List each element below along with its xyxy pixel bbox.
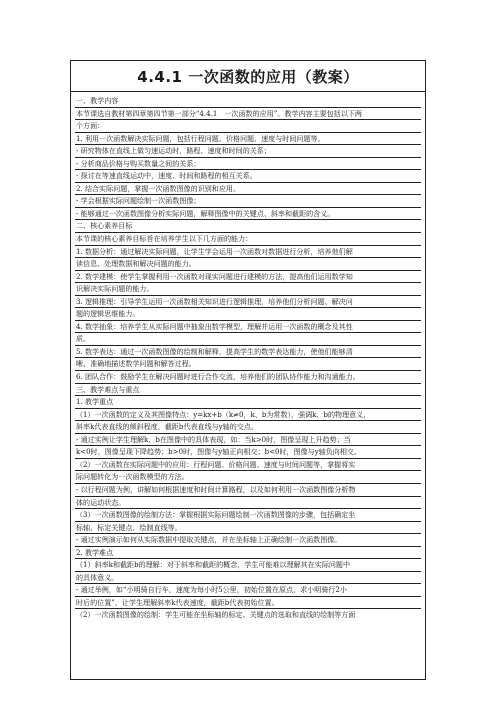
content-cell	[71, 92, 425, 621]
text-line: （1）斜率k和截距b的理解：对于斜率和截距的概念，学生可能难以理解其在实际问题中	[75, 559, 421, 572]
text-line: - 学会根据实际问题绘制一次函数图像；	[75, 195, 421, 208]
text-line: 际问题转化为一次函数模型的方法。	[75, 471, 421, 484]
text-line: 质。	[75, 333, 421, 346]
text-line: - 研究物体在直线上做匀速运动时，路程、速度和时间的关系；	[75, 145, 421, 158]
text-line: 2. 数学建模：使学生掌握利用一次函数对现实问题进行建模的方法，提高他们运用数学知	[75, 271, 421, 284]
text-line: （2）一次函数图像的绘制：学生可能在坐标轴的标定、关键点的选取和直线的绘制等方面	[76, 610, 356, 620]
text-line: 5. 数学表达：通过一次函数图像的绘制和解释，提高学生的数学表达能力，使他们能够清	[75, 346, 421, 359]
text-line: 识解决实际问题的能力。	[75, 283, 421, 296]
text-line: 本节课的核心素养目标旨在培养学生以下几方面的能力：	[75, 233, 421, 246]
text-line: 二、核心素养目标	[75, 220, 421, 233]
text-line: - 能够通过一次函数图像分析实际问题，解释图像中的关键点、斜率和截距的含义。	[75, 208, 421, 221]
text-line: 晰、准确地描述数学问题和解答过程。	[75, 358, 421, 371]
text-line: 体的运动状态。	[75, 497, 421, 510]
text-line: （3）一次函数图像的绘制方法：掌握根据实际问题绘制一次函数图像的步骤，包括确定坐	[75, 509, 421, 522]
text-line: 斜率k代表直线的倾斜程度，截距b代表直线与y轴的交点。	[75, 421, 421, 434]
text-line: 读信息、处理数据和解决问题的能力。	[75, 258, 421, 271]
text-line: - 通过举例，如“小明骑自行车，速度为每小时5公里，初始位置在原点，求小明骑行2小	[75, 584, 421, 597]
text-line: 三、教学难点与重点	[75, 384, 421, 397]
text-line: （1）一次函数的定义及其图像特点：y=kx+b（k≠0，k、b为常数），强调k、b的物理意义，	[75, 409, 421, 422]
text-line: 1. 利用一次函数解决实际问题，包括行程问题、价格问题、速度与时间问题等。	[75, 133, 421, 146]
document-title: 4.4.1 一次函数的应用（教案）	[137, 67, 359, 86]
text-line: （2）一次函数在实际问题中的应用：行程问题、价格问题、速度与时间问题等，掌握将实	[75, 459, 421, 472]
text-line: 1. 教学重点	[75, 396, 421, 409]
text-line: - 探讨在等速直线运动中，速度、时间和路程的相互关系。	[75, 170, 421, 183]
text-line: 2. 结合实际问题，掌握一次函数图像的识别和应用。	[75, 183, 421, 196]
text-line: 的具体意义。	[75, 572, 421, 585]
text-line: - 通过实例让学生理解k、b在图像中的具体表现，如：当k>0时，图像呈现上升趋势；当	[75, 434, 421, 447]
text-line: 6. 团队合作：鼓励学生在解决问题时进行合作交流，培养他们的团队协作能力和沟通能力。	[75, 371, 421, 384]
text-line: 一、教学内容	[75, 95, 421, 108]
lesson-plan-table	[70, 60, 426, 680]
text-line: k<0时，图像呈现下降趋势；b>0时，图像与y轴正向相交；b<0时，图像与y轴负向相交。	[75, 446, 421, 459]
text-line: - 分析商品价格与购买数量之间的关系；	[75, 158, 421, 171]
text-line: 2. 教学难点	[75, 547, 421, 560]
text-line: 本节课选自教材第四章第四节第一部分“4.4.1 一次函数的应用”。教学内容主要包括以下两	[75, 108, 421, 121]
text-line: 标轴、标定关键点、绘制直线等。	[75, 522, 421, 535]
text-line: 题的逻辑思维能力。	[75, 308, 421, 321]
text-line: 个方面：	[75, 120, 421, 133]
text-line: 1. 数据分析：通过解决实际问题，让学生学会运用一次函数对数据进行分析，培养他们解	[75, 246, 421, 259]
text-line: - 通过实例演示如何从实际数据中提取关键点，并在坐标轴上正确绘制一次函数图像。	[75, 534, 421, 547]
text-line: - 以行程问题为例，讲解如何根据速度和时间计算路程，以及如何利用一次函数图像分析物	[75, 484, 421, 497]
text-line: 时后的位置”，让学生理解斜率k代表速度，截距b代表初始位置。	[75, 597, 421, 610]
text-line: 4. 数学抽象：培养学生从实际问题中抽象出数学模型，理解并运用一次函数的概念及其性	[75, 321, 421, 334]
text-line: 3. 逻辑推理：引导学生运用一次函数相关知识进行逻辑推理，培养他们分析问题、解决问	[75, 296, 421, 309]
title-cell	[71, 61, 425, 92]
